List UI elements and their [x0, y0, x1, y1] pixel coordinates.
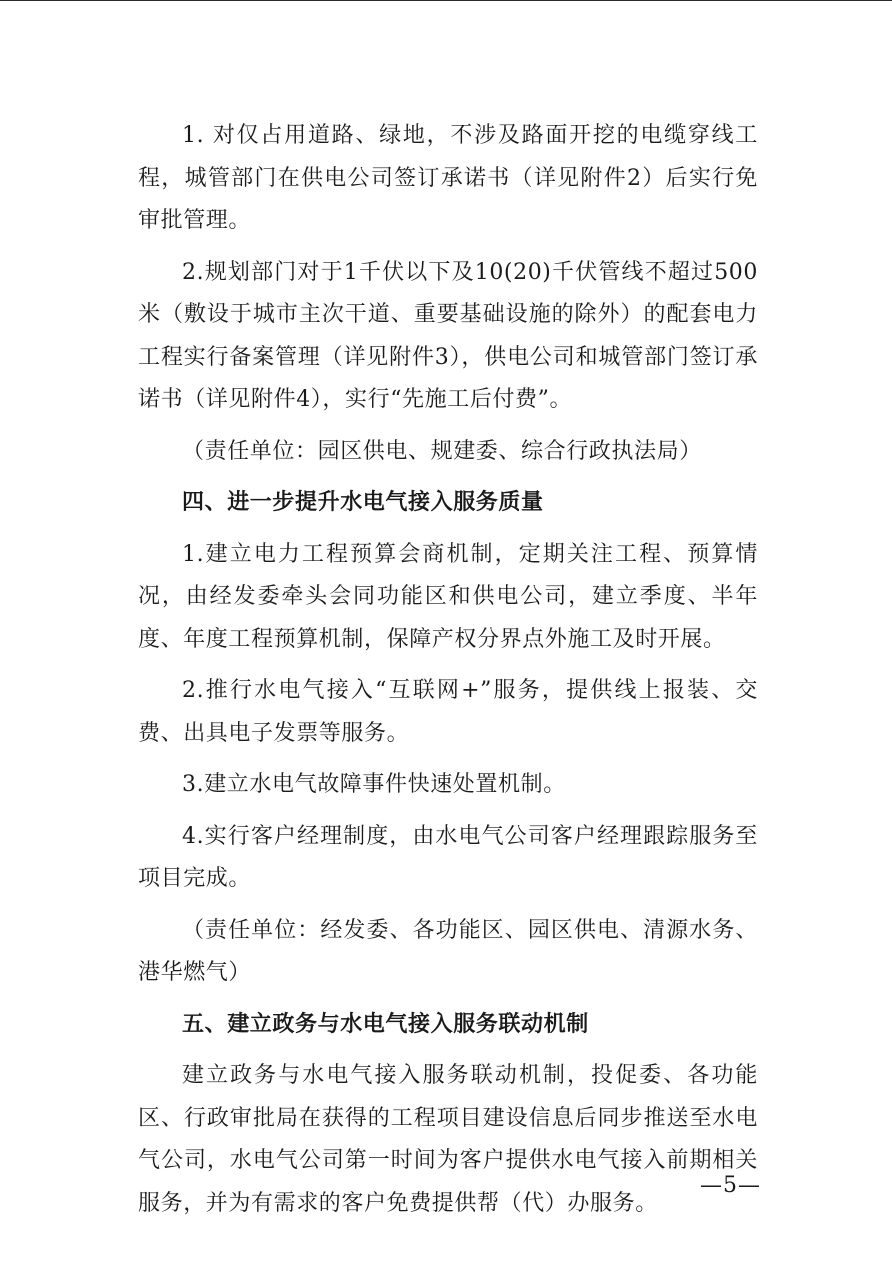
paragraph-item-1: 1. 对仅占用道路、绿地，不涉及路面开挖的电缆穿线工程，城管部门在供电公司签订承诺书（详见附件2）后实行免审批管理。: [138, 123, 758, 233]
section-five-heading: 五、建立政务与水电气接入服务联动机制: [182, 1011, 589, 1037]
document-body: [138, 115, 758, 1225]
responsibility-note-2: （责任单位：经发委、各功能区、园区供电、清源水务、港华燃气）: [138, 917, 758, 985]
section-four-item-4: 4.实行客户经理制度，由水电气公司客户经理跟踪服务至项目完成。: [138, 823, 758, 891]
section-four-item-1: 1.建立电力工程预算会商机制，定期关注工程、预算情况，由经发委牵头会同功能区和供电公司，建立季度、半年度、年度工程预算机制，保障产权分界点外施工及时开展。: [138, 541, 758, 652]
section-five-item-1: 建立政务与水电气接入服务联动机制，投促委、各功能区、行政审批局在获得的工程项目建设信息后同步推送至水电气公司，水电气公司第一时间为客户提供水电气接入前期相关服务，并为有需求的客户免费提供帮（代）办服务。: [138, 1063, 758, 1216]
section-four-heading: 四、进一步提升水电气接入服务质量: [182, 490, 544, 515]
page-number: —5—: [700, 1173, 761, 1198]
section-four-item-2: 2.推行水电气接入“互联网+”服务，提供线上报装、交费、出具电子发票等服务。: [138, 678, 758, 746]
section-four-item-3: 3.建立水电气故障事件快速处置机制。: [182, 772, 566, 797]
paragraph-item-2: 2.规划部门对于1千伏以下及10(20)千伏管线不超过500米（敷设于城市主次干道、重要基础设施的除外）的配套电力工程实行备案管理（详见附件3），供电公司和城管部门签订承诺书（详见附件4），实行“先施工后付费”。: [138, 259, 758, 412]
responsibility-note-1: （责任单位：园区供电、规建委、综合行政执法局）: [182, 438, 702, 464]
